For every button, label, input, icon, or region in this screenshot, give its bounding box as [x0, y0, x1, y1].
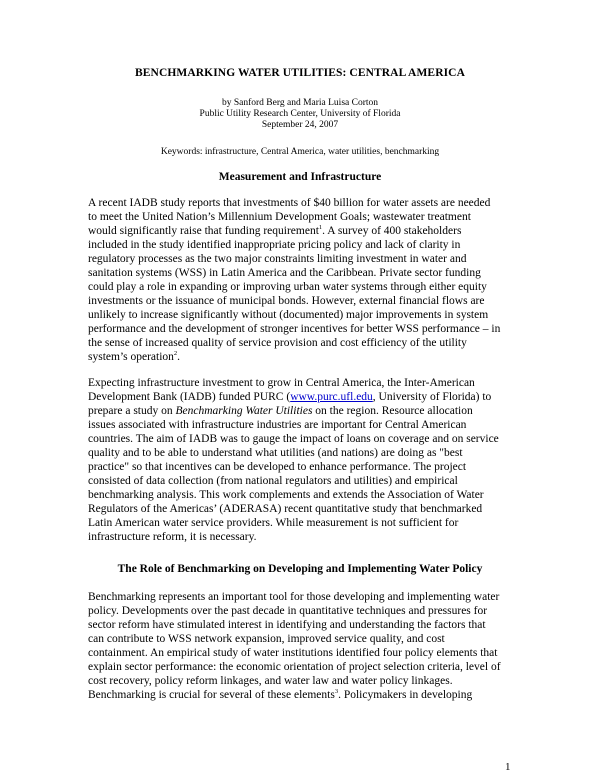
text-line: Regulators of the Americas’ (ADERASA) recent quantitative study that benchmarked	[88, 503, 483, 515]
paragraph-1	[88, 196, 518, 364]
text-line: Benchmarking represents an important tool for those developing and implementing water	[88, 591, 500, 603]
text-line: included in the study identified inappropriate pricing policy and lack of clarity in	[88, 239, 461, 251]
affiliation: Public Utility Research Center, University of Florida	[199, 109, 401, 119]
text-line: Expecting infrastructure investment to grow in Central America, the Inter-American	[88, 377, 475, 389]
paragraph-3	[88, 590, 518, 702]
text-line: would significantly raise that funding requirement$^1$. A survey of 400 stakeholders	[88, 224, 462, 237]
text-line: unlikely to increase significantly without (documented) major improvements in system	[88, 309, 489, 321]
section-heading-measurement: Measurement and Infrastructure	[218, 171, 382, 183]
text-line: practice" so that incentives can be developed to enhance performance. The project	[88, 461, 467, 473]
text-line: infrastructure reform, it is necessary.	[88, 531, 257, 543]
authors: by Sanford Berg and Maria Luisa Corton	[221, 98, 379, 108]
footnote-ref-2: 2	[173, 350, 178, 358]
text-line: countries. The aim of IADB was to gauge the impact of loans on coverage and on service	[88, 433, 499, 445]
page-number: 1	[505, 761, 511, 773]
text-line: the sense of increased quality of service provision and cost efficiency of the utility	[88, 337, 467, 349]
text-line: benchmarking analysis. This work complements and extends the Association of Water	[88, 489, 484, 501]
section-heading-role-of-benchmarking: The Role of Benchmarking on Developing and Implementing Water Policy	[117, 563, 483, 575]
document-title: BENCHMARKING WATER UTILITIES: CENTRAL AMERICA	[135, 67, 465, 79]
text-line: prepare a study on Benchmarking Water Utilities on the region. Resource allocation	[88, 405, 473, 417]
text-line: system’s operation$^2$.	[88, 350, 181, 363]
text-line: can contribute to WSS network expansion, improved service quality, and cost	[88, 633, 445, 645]
text-line: quality and to be able to understand what utilities (and nations) are doing as "best	[88, 447, 463, 459]
footnote-ref-1: 1	[318, 224, 323, 232]
footnote-ref-3: 3	[334, 688, 339, 696]
text-line: explain sector performance: the economic orientation of project selection criteria, level of	[88, 661, 501, 673]
text-line: Latin American water service providers. While measurement is not sufficient for	[88, 517, 459, 529]
text-line: Benchmarking is crucial for several of these elements$^3$. Policymakers in developing	[88, 688, 473, 701]
text-line: cost recovery, policy reform linkages, and water law and water policy linkages.	[88, 675, 453, 687]
text-line: performance and the development of stronger incentives for better WSS performance – in	[88, 323, 501, 335]
text-line: Development Bank (IADB) funded PURC (www.purc.ufl.edu, University of Florida) to	[88, 391, 492, 403]
study-title: Benchmarking Water Utilities	[175, 405, 313, 417]
date: September 24, 2007	[261, 120, 339, 130]
keywords: Keywords: infrastructure, Central America, water utilities, benchmarking	[160, 147, 440, 157]
text-line: consisted of data collection (from national regulators and utilities) and empirical	[88, 475, 458, 487]
text-line: issues associated with infrastructure industries are important for Central American	[88, 419, 467, 431]
text-line: A recent IADB study reports that investments of $40 billion for water assets are needed	[88, 197, 491, 209]
text-line: could play a role in expanding or improving urban water systems through either equity	[88, 281, 487, 293]
paragraph-2	[88, 376, 518, 544]
text-line: to meet the United Nation’s Millennium Development Goals; wastewater treatment	[88, 211, 471, 223]
purc-link[interactable]: www.purc.ufl.edu	[290, 391, 373, 403]
text-line: policy. Developments over the past decade in quantitative techniques and pressures for	[88, 605, 488, 617]
text-line: sanitation systems (WSS) in Latin America and the Caribbean. Private sector funding	[88, 267, 481, 279]
text-line: regulatory processes as the two major constraints limiting investment in water and	[88, 253, 467, 265]
text-line: containment. An empirical study of water institutions identified four policy elements that	[88, 647, 498, 659]
text-line: investments or the issuance of municipal bonds. However, external financial flows are	[88, 295, 485, 307]
text-line: sector reform have stimulated interest in identifying and understanding the factors that	[88, 619, 486, 631]
